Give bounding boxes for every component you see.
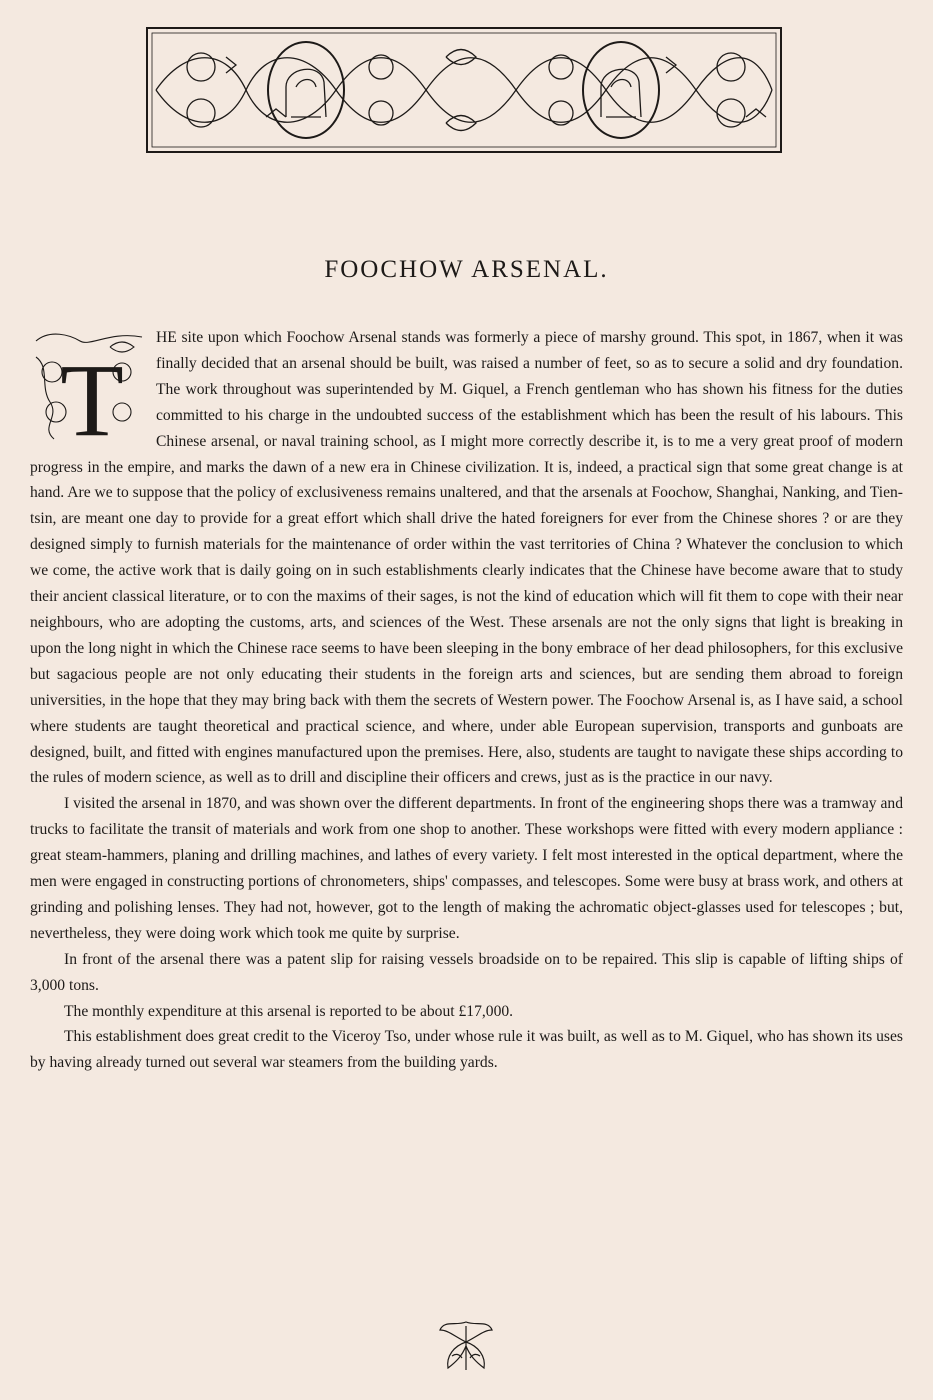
- drop-cap-letter: T: [60, 343, 124, 445]
- paragraph-5: This establishment does great credit to the Viceroy Tso, under whose rule it was built, as well as to M. Giquel, who has shown its uses by having already turned out several war steamers from the building yards.: [30, 1028, 903, 1072]
- leaf-vignette-icon: [436, 1316, 496, 1374]
- paragraph-1: HE site upon which Foochow Arsenal stands was formerly a piece of marshy ground. This spot, in 1867, when it was finally decided that an arsenal should be built, was raised a number of feet, so as to secure a solid and dry foundation. The work throughout was superintended by M. Giquel, a French gentleman who has shown his fitness for the duties committed to his charge in the undoubted success of the establishment which has been the result of his labours. This Chinese arsenal, or naval training school, as I might more correctly describe it, is to me a very great proof of modern progress in the empire, and marks the dawn of a new era in Chinese civilization. It is, indeed, a practical sign that some great change is at hand. Are we to suppose that the policy of exclusiveness remains unaltered, and that the arsenals at Foochow, Shanghai, Nanking, and Tien-tsin, are meant one day to provide for a great effort which shall drive the hated foreigners for ever from the Chinese shores ? or are they designed simply to furnish materials for the maintenance of order within the vast territories of China ? Whatever the conclusion to which we come, the active work that is daily going on in such establishments clearly indicates that the Chinese have become aware that to study their ancient classical literature, or to con the maxims of their sages, is not the kind of education which will fit them to cope with their near neighbours, who are adopting the customs, arts, and sciences of the West. These arsenals are not the only signs that light is breaking in upon the long night in which the Chinese race seems to have been sleeping in the bony embrace of her dead philosophers, for this exclusive but sagacious people are not only educating their students in the foreign arts and sciences, but are sending them abroad to foreign universities, in the hope that they may bring back with them the secrets of Western power. The Foochow Arsenal is, as I have said, a school where students are taught theoretical and practical science, and where, under able European supervision, transports and gunboats are designed, built, and fitted with engines manufactured upon the premises. Here, also, students are taught to navigate these ships according to the rules of modern science, as well as to drill and discipline their officers and crews, just as is the practice in our navy.: [30, 329, 903, 787]
- paragraph-3: In front of the arsenal there was a patent slip for raising vessels broadside on to be repaired. This slip is capable of lifting ships of 3,000 tons.: [30, 950, 903, 994]
- tailpiece-ornament: [436, 1316, 496, 1374]
- paragraph-4: The monthly expenditure at this arsenal is reported to be about £17,000.: [64, 1002, 514, 1020]
- article-body: [30, 325, 903, 1076]
- decorated-initial-t-icon: [30, 327, 148, 445]
- headpiece-ornament: [146, 27, 782, 153]
- page-title: FOOCHOW ARSENAL.: [324, 256, 609, 283]
- floral-scroll-icon: [146, 27, 782, 153]
- paragraph-2: I visited the arsenal in 1870, and was shown over the different departments. In front of the engineering shops there was a tramway and trucks to facilitate the transit of materials and work from one shop to another. These workshops were fitted with every modern appliance : great steam-hammers, planing and drilling machines, and lathes of every variety. I felt most interested in the optical department, where the men were engaged in constructing portions of chronometers, ships' compasses, and telescopes. Some were busy at brass work, and others at grinding and polishing lenses. They had not, however, got to the length of making the achromatic object-glasses used for telescopes ; but, nevertheless, they were doing work which took me quite by surprise.: [30, 795, 903, 942]
- drop-cap: [30, 327, 148, 445]
